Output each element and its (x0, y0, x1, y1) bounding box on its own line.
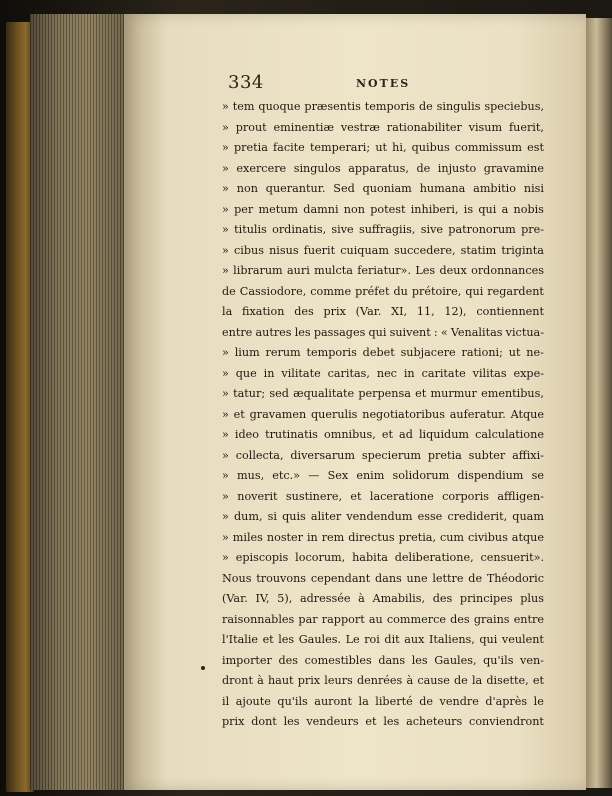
text-line: » tatur; sed æqualitate perpensa et murmur ementibus, (222, 387, 544, 400)
gutter-shadow (124, 14, 164, 790)
text-line: importer des comestibles dans les Gaules, qu'ils ven- (222, 653, 544, 667)
text-line: il ajoute qu'ils auront la liberté de vendre d'après le (222, 694, 544, 708)
text-line: » et gravamen querulis negotiatoribus auferatur. Atque (222, 407, 544, 421)
text-line: » librarum auri mulcta feriatur». Les deux ordonnances (222, 264, 544, 277)
text-line: » miles noster in rem directus pretia, cum civibus atque (222, 530, 544, 544)
body-text (222, 97, 544, 733)
text-line: » titulis ordinatis, sive suffragiis, sive patronorum pre- (222, 223, 544, 236)
text-line: » pretia facite temperari; ut hi, quibus commissum est (222, 141, 544, 154)
text-line: » prout eminentiæ vestræ rationabiliter visum fuerit, (222, 120, 544, 134)
text-line: » per metum damni non potest inhiberi, is qui a nobis (222, 202, 544, 216)
page-header (228, 72, 546, 94)
facing-page-edge (586, 18, 612, 788)
text-line: raisonnables par rapport au commerce des grains entre (222, 612, 544, 626)
text-line: (Var. IV, 5), adressée à Amabilis, des principes plus (222, 592, 544, 605)
text-line: prix dont les vendeurs et les acheteurs conviendront (222, 715, 544, 728)
text-line: entre autres les passages qui suivent : « Venalitas victua- (222, 325, 544, 339)
text-line: » que in vilitate caritas, nec in caritate vilitas expe- (222, 366, 544, 380)
text-line: » episcopis locorum, habita deliberatione, censuerit». (222, 551, 544, 564)
text-line: » lium rerum temporis debet subjacere rationi; ut ne- (222, 346, 544, 359)
text-line: » collecta, diversarum specierum pretia subter affixi- (222, 448, 544, 462)
text-line: la fixation des prix (Var. XI, 11, 12), contiennent (222, 305, 544, 318)
text-line: l'Italie et les Gaules. Le roi dit aux Italiens, qui veulent (222, 633, 544, 646)
running-title: NOTES (356, 77, 411, 90)
page-number: 334 (228, 72, 264, 93)
page-edges (30, 14, 124, 790)
text-line: dront à haut prix leurs denrées à cause de la disette, et (222, 674, 544, 687)
text-line: » tem quoque præsentis temporis de singulis speciebus, (222, 100, 544, 113)
text-line: » noverit sustinere, et laceratione corporis affligen- (222, 489, 544, 503)
text-line: » non querantur. Sed quoniam humana ambitio nisi (222, 182, 544, 195)
text-line: » exercere singulos apparatus, de injusto gravamine (222, 161, 544, 175)
ink-spot (201, 666, 205, 670)
text-line: » cibus nisus fuerit cuiquam succedere, statim triginta (222, 243, 544, 257)
text-line: » mus, etc.» — Sex enim solidorum dispendium se (222, 469, 544, 482)
text-line: de Cassiodore, comme préfet du prétoire, qui regardent (222, 284, 544, 298)
text-line: » ideo trutinatis omnibus, et ad liquidum calculatione (222, 428, 544, 441)
text-line: » dum, si quis aliter vendendum esse crediderit, quam (222, 510, 544, 523)
text-line: Nous trouvons cependant dans une lettre de Théodoric (222, 571, 544, 585)
